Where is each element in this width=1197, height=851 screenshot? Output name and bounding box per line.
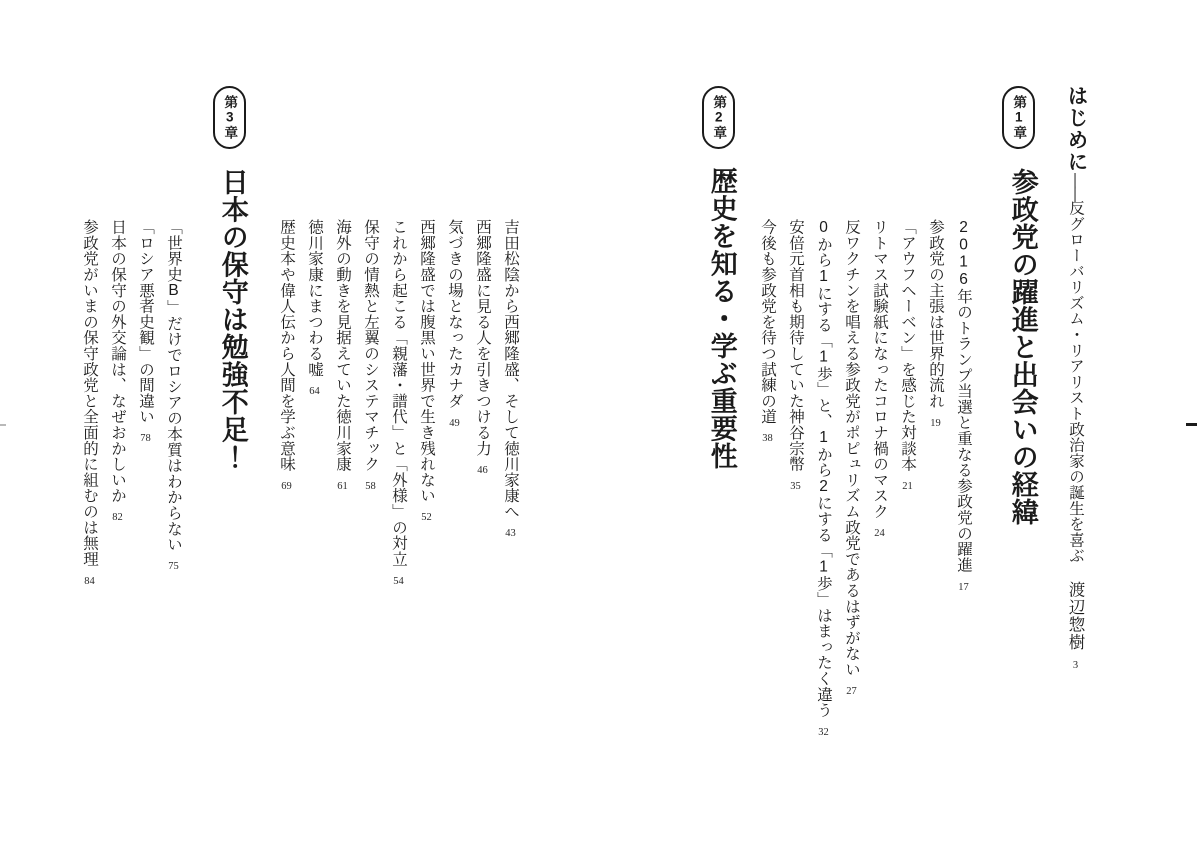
intro-dash: ――: [1067, 173, 1084, 200]
toc-entry-page: 78: [140, 433, 151, 444]
intro-author: 渡辺惣樹: [1066, 581, 1085, 652]
chapter1-box-label: 第1章: [1011, 95, 1027, 140]
toc-entry-page: 69: [281, 480, 292, 492]
toc-entry-title: 参政党の主張は世界的流れ: [927, 219, 944, 409]
toc-entry-title: 「アウフヘーベン」を感じた対談本: [899, 219, 916, 472]
toc-entry-title: リトマス試験紙になったコロナ禍のマスク: [871, 219, 888, 520]
toc-entry: [440, 219, 468, 819]
toc-entry: [753, 219, 781, 819]
toc-entry: [272, 219, 300, 819]
toc-entry: [384, 219, 412, 819]
toc-entry-title: 「世界史B」だけでロシアの本質はわからない: [165, 219, 182, 553]
toc-entry-title: これから起こる「親藩・譜代」と「外様」の対立: [390, 219, 407, 567]
trim-mark-left: [0, 424, 6, 426]
toc-entry: [300, 219, 328, 819]
toc-entry: [159, 219, 187, 819]
toc-entry: [103, 219, 131, 819]
toc-entry-page: 21: [902, 480, 913, 492]
toc-entry-page: 75: [168, 561, 179, 572]
toc-entry: [781, 219, 809, 819]
toc-entry-page: 82: [112, 512, 123, 523]
toc-entry: [75, 219, 103, 819]
toc-entry: [496, 219, 524, 819]
toc-entry-title: 安倍元首相も期待していた神谷宗幣: [787, 219, 804, 472]
toc-entry: [412, 219, 440, 819]
toc-entry-title: 日本の保守の外交論は、なぜおかしいか: [109, 219, 126, 504]
toc-entry-page: 38: [762, 433, 773, 444]
toc-entry-page: 64: [309, 386, 320, 397]
toc-entry-title: 今後も参政党を待つ試練の道: [759, 219, 776, 425]
toc-entry-page: 61: [337, 480, 348, 492]
toc-entry-page: 52: [421, 512, 432, 523]
toc-entry-title: 反ワクチンを唱える参政党がポピュリズム政党であるはずがない: [843, 219, 860, 678]
toc-entry: [468, 219, 496, 819]
chapter3-entries: [75, 219, 187, 819]
chapter1-entries: [753, 219, 977, 819]
toc-entry-title: 吉田松陰から西郷隆盛、そして徳川家康へ: [502, 219, 519, 520]
toc-entry-title: 西郷隆盛に見る人を引きつける力: [474, 219, 491, 456]
chapter3-title: 日本の保守は勉強不足！: [217, 168, 248, 471]
intro-line: [1060, 85, 1090, 725]
toc-entry-title: 2016年のトランプ当選と重なる参政党の躍進: [955, 219, 972, 573]
chapter1-title: 参政党の躍進と出会いの経緯: [1007, 168, 1038, 526]
toc-entry-title: 徳川家康にまつわる嘘: [306, 219, 323, 377]
toc-entry-title: 気づきの場となったカナダ: [446, 219, 463, 409]
toc-entry-page: 54: [393, 575, 404, 587]
toc-entry-title: 0から1にする「1歩」と、1から2にする「1歩」はまったく違う: [815, 219, 832, 718]
toc-entry-page: 19: [930, 417, 941, 429]
chapter3-box-label: 第3章: [222, 95, 238, 140]
toc-entry: [893, 219, 921, 819]
toc-entry: [131, 219, 159, 819]
toc-entry-title: 保守の情熱と左翼のシステマチック: [362, 219, 379, 472]
toc-entry: [328, 219, 356, 819]
trim-mark-right: [1186, 423, 1197, 426]
toc-entry: [356, 219, 384, 819]
toc-entry-page: 58: [365, 480, 376, 492]
toc-entry-title: 「ロシア悪者史観」の間違い: [137, 219, 154, 425]
toc-entry-title: 西郷隆盛では腹黒い世界で生き残れない: [418, 219, 435, 504]
toc-entry-title: 海外の動きを見据えていた徳川家康: [334, 219, 351, 472]
toc-entry: [837, 219, 865, 819]
toc-entry-page: 24: [874, 528, 885, 539]
intro-page-number: 3: [1072, 660, 1079, 671]
toc-entry: [809, 219, 837, 819]
chapter1-box: [1002, 86, 1035, 149]
toc-entry-page: 84: [84, 575, 95, 587]
chapter2-entries: [272, 219, 524, 819]
intro-subtitle: 反グローバリズム・リアリスト政治家の誕生を喜ぶ: [1067, 200, 1084, 564]
toc-entry-page: 35: [790, 480, 801, 492]
toc-entry-page: 46: [477, 465, 488, 476]
chapter2-title: 歴史を知る・学ぶ重要性: [706, 167, 737, 470]
toc-entry-page: 27: [846, 686, 857, 697]
toc-entry-page: 32: [818, 726, 829, 738]
chapter2-box-label: 第2章: [711, 95, 727, 140]
toc-entry-title: 歴史本や偉人伝から人間を学ぶ意味: [278, 219, 295, 472]
toc-entry: [949, 219, 977, 819]
chapter2-box: [702, 86, 735, 149]
toc-entry-page: 17: [958, 581, 969, 593]
toc-entry-title: 参政党がいまの保守政党と全面的に組むのは無理: [81, 219, 98, 567]
chapter3-box: [213, 86, 246, 149]
toc-entry-page: 43: [505, 528, 516, 539]
toc-entry: [865, 219, 893, 819]
intro-label: はじめに: [1064, 85, 1087, 173]
toc-entry: [921, 219, 949, 819]
toc-entry-page: 49: [449, 417, 460, 429]
